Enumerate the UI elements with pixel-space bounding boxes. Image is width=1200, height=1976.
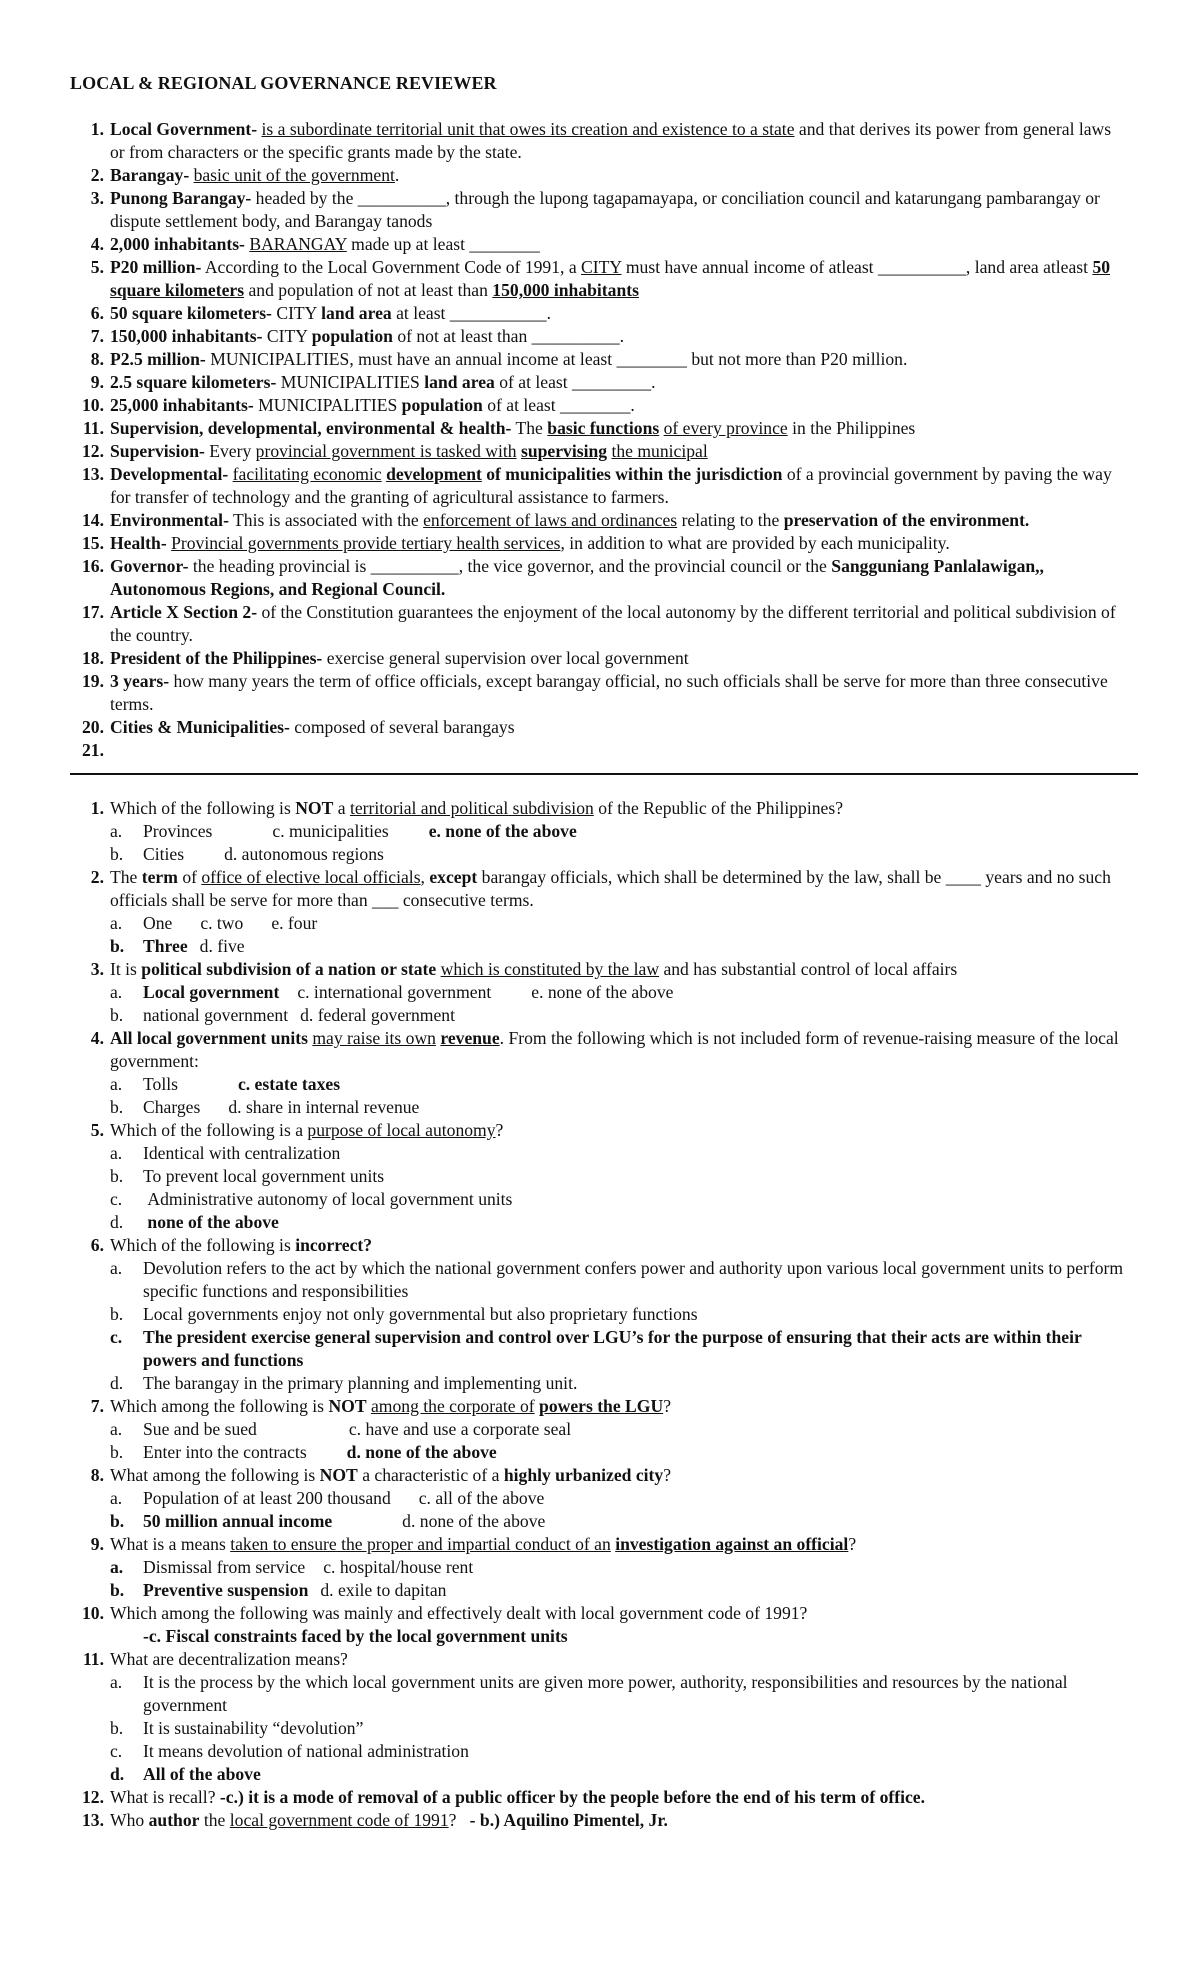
question-text: Which among the following is (110, 1396, 325, 1416)
item-number: 10. (82, 395, 104, 415)
item-term: 2,000 inhabitants- (110, 234, 245, 254)
question-text: . From the following which is not included form of revenue-raising measure of the local government: (110, 1028, 1119, 1071)
question-text: ? (663, 1465, 671, 1485)
option-letter: d. (110, 1212, 124, 1232)
question-text: investigation against an official (615, 1534, 849, 1554)
item-term: Cities & Municipalities- (110, 717, 290, 737)
item-text: , in addition to what are provided by each municipality. (560, 533, 950, 553)
reviewer-item (90, 325, 1130, 348)
option-letter: a. (110, 821, 123, 841)
item-text: population (401, 395, 483, 415)
question-text: Which of the following is (110, 798, 291, 818)
section-divider (70, 773, 1138, 775)
option-row (110, 843, 1130, 866)
option-text: c. estate taxes (237, 1074, 341, 1094)
question-text: a characteristic of a (362, 1465, 500, 1485)
item-text: the heading provincial is __________, the vice governor, and the provincial council or the (192, 556, 827, 576)
item-text: in the Philippines (792, 418, 916, 438)
item-number: 16. (82, 556, 104, 576)
question-text: Which among the following was mainly and effectively dealt with local government code of 1991? (110, 1603, 808, 1623)
answer-options (110, 981, 1130, 1027)
item-term: P2.5 million- (110, 349, 206, 369)
answer-options (110, 1418, 1130, 1464)
item-text: of a provincial government by paving the way for transfer of technology and the granting of agricultural assistance to farmers. (110, 464, 1112, 507)
option-row (110, 820, 1130, 843)
option-letter: b. (110, 1166, 124, 1186)
option-text: none of the above (147, 1212, 279, 1232)
item-text: and population of not at least than (248, 280, 488, 300)
option-row (110, 1372, 1130, 1395)
option-text: d. none of the above (346, 1442, 497, 1462)
item-term: 50 square kilometers- (110, 303, 272, 323)
item-number: 13. (82, 464, 104, 484)
question-text: revenue (440, 1028, 500, 1048)
item-text: preservation of the environment. (783, 510, 1030, 530)
item-text: is a subordinate territorial unit that owes its creation and existence to a state (261, 119, 795, 139)
question-number: 12. (82, 1787, 104, 1807)
option-row (110, 1188, 1130, 1211)
item-text: the municipal (611, 441, 708, 461)
question-number: 2. (90, 867, 104, 887)
item-text: composed of several barangays (294, 717, 515, 737)
answer-options (110, 1671, 1130, 1786)
item-text: CITY (266, 326, 308, 346)
item-number: 21. (82, 740, 104, 760)
item-text: MUNICIPALITIES (258, 395, 398, 415)
option-letter: b. (110, 844, 124, 864)
question-text: Which of the following is (110, 1235, 291, 1255)
option-text: 50 million annual income (143, 1511, 333, 1531)
item-text: According to the Local Government Code of 1991, a (204, 257, 577, 277)
reviewer-item (82, 739, 1130, 762)
answer-text: -c. Fiscal constraints faced by the local government units (143, 1626, 568, 1646)
quiz-list (82, 797, 1130, 1832)
question-text: highly urbanized city (503, 1465, 664, 1485)
item-number: 19. (82, 671, 104, 691)
question-text: which is constituted by the law (440, 959, 660, 979)
option-row (110, 1717, 1130, 1740)
item-term: 25,000 inhabitants- (110, 395, 254, 415)
item-text: The (515, 418, 543, 438)
item-text: at least ___________. (396, 303, 551, 323)
reviewer-item (82, 647, 1130, 670)
option-letter: d. (110, 1764, 125, 1784)
question-text: office of elective local officials (201, 867, 421, 887)
item-text: of municipalities within the jurisdiction (486, 464, 783, 484)
option-text: One (143, 913, 173, 933)
item-number: 15. (82, 533, 104, 553)
option-text: c. have and use a corporate seal (348, 1419, 572, 1439)
item-number: 18. (82, 648, 104, 668)
item-text: development (386, 464, 482, 484)
option-text: national government (143, 1005, 289, 1025)
quiz-question (82, 1602, 1130, 1648)
option-text: Local governments enjoy not only governmental but also proprietary functions (143, 1304, 698, 1324)
option-letter: a. (110, 1143, 123, 1163)
item-text: MUNICIPALITIES (280, 372, 420, 392)
item-term: Health- (110, 533, 167, 553)
reviewer-item (90, 371, 1130, 394)
option-row (110, 1257, 1130, 1303)
reviewer-item (82, 555, 1130, 601)
quiz-question (90, 866, 1130, 958)
question-text: ? (448, 1810, 457, 1830)
question-text: Who (110, 1810, 145, 1830)
option-row (110, 1165, 1130, 1188)
question-text: may raise its own (312, 1028, 436, 1048)
item-text: CITY (581, 257, 622, 277)
item-term: Punong Barangay- (110, 188, 252, 208)
item-text: CITY (276, 303, 317, 323)
question-text: NOT (319, 1465, 358, 1485)
item-text: of at least ________. (487, 395, 635, 415)
answer-options (110, 912, 1130, 958)
option-text: Dismissal from service (143, 1557, 306, 1577)
reviewer-item (82, 532, 1130, 555)
item-text: land area (424, 372, 495, 392)
option-row (110, 1441, 1130, 1464)
option-text: It means devolution of national administration (143, 1741, 469, 1761)
option-text: Devolution refers to the act by which the national government confers power and authority upon various local government units to perform specific functions and responsibilities (143, 1258, 1124, 1301)
quiz-question (82, 1648, 1130, 1786)
answer-text: - b.) Aquilino Pimentel, Jr. (469, 1810, 668, 1830)
item-text: 150,000 inhabitants (492, 280, 639, 300)
option-row (110, 1418, 1130, 1441)
question-number: 11. (82, 1649, 104, 1669)
reviewer-item (90, 302, 1130, 325)
item-number: 9. (90, 372, 104, 392)
question-text: What among the following is (110, 1465, 316, 1485)
item-term: Article X Section 2- (110, 602, 258, 622)
question-text: local government code of 1991 (229, 1810, 449, 1830)
question-text: term (141, 867, 178, 887)
question-text: NOT (295, 798, 334, 818)
item-text: Provincial governments provide tertiary health services (171, 533, 561, 553)
item-text: of at least _________. (499, 372, 656, 392)
item-term: Supervision- (110, 441, 205, 461)
option-letter: b. (110, 1580, 125, 1600)
item-number: 17. (82, 602, 104, 622)
item-term: Governor- (110, 556, 189, 576)
option-letter: d. (110, 1373, 124, 1393)
option-row (110, 1073, 1130, 1096)
reviewer-item (90, 187, 1130, 233)
option-letter: b. (110, 1718, 124, 1738)
item-text: land area (321, 303, 392, 323)
item-text: headed by the __________, through the lupong tagapamayapa, or conciliation council and katarungang pambarangay or dispute settlement body, and Barangay tanods (110, 188, 1100, 231)
item-text: and that derives its power from general laws or from characters or the specific grants made by the state. (110, 119, 1112, 162)
item-text: how many years the term of office officials, except barangay official, no such officials shall be serve for more than three consecutive terms. (110, 671, 1108, 714)
option-row (110, 1510, 1130, 1533)
option-row (110, 1671, 1130, 1717)
option-row (110, 1326, 1130, 1372)
item-term: P20 million- (110, 257, 202, 277)
item-text: basic functions (547, 418, 660, 438)
option-row (110, 1579, 1130, 1602)
item-number: 2. (90, 165, 104, 185)
question-number: 6. (90, 1235, 104, 1255)
question-text: of the Republic of the Philippines? (598, 798, 844, 818)
question-text: among the corporate of (370, 1396, 535, 1416)
item-term: 2.5 square kilometers- (110, 372, 277, 392)
question-text: of (182, 867, 197, 887)
quiz-question (90, 1533, 1130, 1602)
option-text: e. none of the above (531, 982, 674, 1002)
option-row (110, 1211, 1130, 1234)
question-text: territorial and political subdivision (349, 798, 594, 818)
item-text: population (311, 326, 393, 346)
option-text: e. none of the above (428, 821, 577, 841)
question-text: What is recall? (110, 1787, 216, 1807)
option-letter: b. (110, 1511, 125, 1531)
reviewer-item (90, 256, 1130, 302)
item-text: basic unit of the government (193, 165, 395, 185)
item-term: Local Government- (110, 119, 258, 139)
question-text: purpose of local autonomy (307, 1120, 496, 1140)
item-text: made up at least ________ (351, 234, 540, 254)
question-number: 13. (82, 1810, 104, 1830)
option-letter: b. (110, 1097, 124, 1117)
question-text: the (203, 1810, 226, 1830)
quiz-question (82, 1786, 1130, 1809)
option-letter: c. (110, 1327, 123, 1347)
option-row (110, 1487, 1130, 1510)
question-text: NOT (328, 1396, 367, 1416)
item-text: BARANGAY (249, 234, 347, 254)
item-term: President of the Philippines- (110, 648, 323, 668)
option-letter: b. (110, 1304, 124, 1324)
answer-options (110, 1257, 1130, 1395)
question-number: 7. (90, 1396, 104, 1416)
document-title: LOCAL & REGIONAL GOVERNANCE REVIEWER (70, 73, 497, 93)
answer-options (110, 1142, 1130, 1234)
quiz-question (90, 1395, 1130, 1464)
reviewer-item (82, 394, 1130, 417)
quiz-question (90, 958, 1130, 1027)
option-row (110, 1556, 1130, 1579)
option-text: Preventive suspension (143, 1580, 309, 1600)
item-text: of the Constitution guarantees the enjoyment of the local autonomy by the different territorial and political subdivision of the country. (110, 602, 1116, 645)
item-number: 6. (90, 303, 104, 323)
quiz-question (90, 797, 1130, 866)
reviewer-item (82, 417, 1130, 440)
question-number: 5. (90, 1120, 104, 1140)
quiz-question (90, 1464, 1130, 1533)
item-text: must have annual income of atleast __________, land area atleast (625, 257, 1089, 277)
option-letter: a. (110, 1074, 123, 1094)
answer-options (110, 1487, 1130, 1533)
reviewer-item (90, 233, 1130, 256)
answer-options (110, 820, 1130, 866)
question-number: 3. (90, 959, 104, 979)
question-text: , (420, 867, 425, 887)
option-text: c. municipalities (272, 821, 389, 841)
option-row (110, 935, 1130, 958)
item-text: Sangguniang Panlalawigan,, Autonomous Regions, and Regional Council. (110, 556, 1044, 599)
item-term: Barangay- (110, 165, 190, 185)
quiz-question (90, 1234, 1130, 1395)
item-number: 7. (90, 326, 104, 346)
option-text: Enter into the contracts (143, 1442, 307, 1462)
option-letter: a. (110, 1488, 123, 1508)
question-text: incorrect? (295, 1235, 373, 1255)
question-text: Which of the following is a (110, 1120, 303, 1140)
question-text: except (429, 867, 478, 887)
option-text: c. two (200, 913, 244, 933)
question-text: political subdivision of a nation or state (141, 959, 437, 979)
reviewer-list (82, 118, 1130, 762)
option-row (110, 1303, 1130, 1326)
item-number: 12. (82, 441, 104, 461)
item-number: 5. (90, 257, 104, 277)
option-letter: b. (110, 936, 125, 956)
item-number: 8. (90, 349, 104, 369)
option-letter: c. (110, 1189, 123, 1209)
option-letter: b. (110, 1442, 124, 1462)
answer-options (110, 1556, 1130, 1602)
reviewer-item (90, 118, 1130, 164)
option-text: It is the process by the which local government units are given more power, authority, responsibilities and resources by the national government (143, 1672, 1068, 1715)
question-number: 9. (90, 1534, 104, 1554)
reviewer-item (82, 463, 1130, 509)
item-text: enforcement of laws and ordinances (423, 510, 678, 530)
question-text: What are decentralization means? (110, 1649, 348, 1669)
reviewer-item (82, 601, 1130, 647)
option-text: The president exercise general supervision and control over LGU’s for the purpose of ensuring that their acts are within their powers and functions (143, 1327, 1082, 1370)
item-text: of not at least than __________. (397, 326, 625, 346)
question-text: and has substantial control of local affairs (663, 959, 958, 979)
answer-text: -c.) it is a mode of removal of a public officer by the people before the end of his term of office. (219, 1787, 926, 1807)
option-text: d. five (199, 936, 245, 956)
item-text: of every province (663, 418, 788, 438)
question-text: taken to ensure the proper and impartial conduct of an (230, 1534, 611, 1554)
option-text: c. all of the above (418, 1488, 545, 1508)
option-text: d. exile to dapitan (320, 1580, 447, 1600)
item-text: This is associated with the (233, 510, 419, 530)
item-text: . (394, 165, 400, 185)
item-text: Every (209, 441, 252, 461)
option-letter: a. (110, 982, 123, 1002)
option-letter: a. (110, 1557, 124, 1577)
quiz-question (82, 1809, 1130, 1832)
item-term: Developmental- (110, 464, 229, 484)
option-row (110, 1096, 1130, 1119)
item-number: 20. (82, 717, 104, 737)
item-text: relating to the (681, 510, 780, 530)
question-number: 10. (82, 1603, 104, 1623)
question-text: author (148, 1810, 200, 1830)
quiz-question (90, 1027, 1130, 1119)
item-text: supervising (521, 441, 608, 461)
reviewer-item (82, 440, 1130, 463)
option-text: Tolls (143, 1074, 178, 1094)
option-text: All of the above (143, 1764, 261, 1784)
option-row (110, 981, 1130, 1004)
reviewer-item (90, 164, 1130, 187)
question-text: All local government units (110, 1028, 308, 1048)
option-text: Identical with centralization (143, 1143, 341, 1163)
item-term: 3 years- (110, 671, 170, 691)
option-text: Population of at least 200 thousand (143, 1488, 391, 1508)
option-text: c. hospital/house rent (323, 1557, 474, 1577)
item-number: 3. (90, 188, 104, 208)
item-number: 14. (82, 510, 104, 530)
item-text: facilitating economic (232, 464, 382, 484)
item-term: Supervision, developmental, environmental & health- (110, 418, 512, 438)
question-number: 8. (90, 1465, 104, 1485)
reviewer-item (90, 348, 1130, 371)
item-number: 1. (90, 119, 104, 139)
option-letter: a. (110, 1258, 123, 1278)
question-text: barangay officials, which shall be determined by the law, shall be ____ years and no such officials shall be serve for more than ___ consecutive terms. (110, 867, 1111, 910)
option-row (110, 1142, 1130, 1165)
item-number: 11. (82, 418, 104, 438)
option-letter: a. (110, 1672, 123, 1692)
option-text: d. share in internal revenue (228, 1097, 420, 1117)
option-row (110, 1763, 1130, 1786)
option-text: The barangay in the primary planning and implementing unit. (143, 1373, 578, 1393)
option-row (110, 912, 1130, 935)
option-text: Sue and be sued (143, 1419, 257, 1439)
option-text: d. federal government (300, 1005, 455, 1025)
question-text: ? (848, 1534, 857, 1554)
item-text: 50 square kilometers (110, 257, 1111, 300)
option-text: Charges (143, 1097, 201, 1117)
question-text: ? (663, 1396, 671, 1416)
reviewer-item (82, 509, 1130, 532)
option-text: d. none of the above (402, 1511, 546, 1531)
option-letter: a. (110, 913, 123, 933)
option-row (110, 1004, 1130, 1027)
answer-options (110, 1073, 1130, 1119)
item-number: 4. (90, 234, 104, 254)
option-text: Cities (143, 844, 185, 864)
option-text: Three (143, 936, 188, 956)
item-term: Environmental- (110, 510, 229, 530)
item-term: 150,000 inhabitants- (110, 326, 263, 346)
question-text: ? (495, 1120, 504, 1140)
item-text: exercise general supervision over local government (326, 648, 689, 668)
question-text: What is a means (110, 1534, 226, 1554)
option-text: Administrative autonomy of local government units (147, 1189, 513, 1209)
option-text: Provinces (143, 821, 213, 841)
item-text: provincial government is tasked with (255, 441, 517, 461)
question-text: a (337, 798, 346, 818)
question-text: It is (110, 959, 137, 979)
option-text: d. autonomous regions (224, 844, 384, 864)
reviewer-item (82, 670, 1130, 716)
option-text: Local government (143, 982, 280, 1002)
option-letter: c. (110, 1741, 123, 1761)
question-text: The (110, 867, 138, 887)
option-text: e. four (271, 913, 318, 933)
question-number: 1. (90, 798, 104, 818)
option-letter: b. (110, 1005, 124, 1025)
option-letter: a. (110, 1419, 123, 1439)
reviewer-item (82, 716, 1130, 739)
option-text: To prevent local government units (143, 1166, 385, 1186)
item-text: MUNICIPALITIES, must have an annual income at least ________ but not more than P20 million. (210, 349, 908, 369)
option-text: It is sustainability “devolution” (143, 1718, 364, 1738)
option-row (110, 1740, 1130, 1763)
quiz-question (90, 1119, 1130, 1234)
question-text: powers the LGU (539, 1396, 664, 1416)
question-number: 4. (90, 1028, 104, 1048)
option-text: c. international government (297, 982, 492, 1002)
